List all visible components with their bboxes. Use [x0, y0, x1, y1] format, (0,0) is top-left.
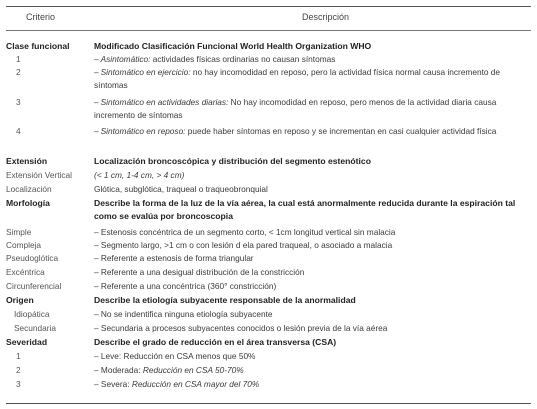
section-desc: Localización broncoscópica y distribución del segmento estenótico	[94, 156, 371, 166]
row-label: Localización	[6, 184, 52, 194]
section-desc: Describe el grado de reducción en el área transversa (CSA)	[94, 337, 337, 347]
row-desc: – Segmento largo, >1 cm o con lesión d ela pared traqueal, o asociado a malacia	[94, 240, 393, 250]
row-desc: – Sintomático en reposo: puede haber síntomas en reposo y se incrementan en casi cualquier actividad física	[94, 126, 497, 136]
row-label: Extensión Vertical	[6, 170, 72, 180]
row-desc: – Leve: Reducción en CSA menos que 50%	[94, 351, 256, 361]
section-label: Morfología	[6, 198, 50, 208]
row-desc: (< 1 cm, 1-4 cm, > 4 cm)	[94, 170, 185, 180]
row-desc: – Severa: Reducción en CSA mayor del 70%	[94, 379, 260, 389]
row-label: 3	[16, 97, 21, 107]
header-criterio: Criterio	[26, 12, 56, 22]
row-desc: – Referente a una desigual distribución de la constricción	[94, 267, 305, 277]
row-label: Compleja	[6, 240, 42, 250]
table-bottom-rule	[6, 403, 531, 404]
row-label: 1	[16, 54, 21, 64]
row-desc: – Moderada: Reducción en CSA 50-70%	[94, 365, 244, 375]
section-desc: Modificado Clasificación Funcional World Health Organization WHO	[94, 41, 372, 51]
row-label: Circunferencial	[6, 281, 62, 291]
row-label: 4	[16, 126, 21, 136]
section-desc: Describe la forma de la luz de la vía aérea, la cual está anormalmente reducida durante la espiración tal como se evalúa por broncoscopia	[94, 198, 516, 221]
section-label: Clase funcional	[6, 41, 70, 51]
row-label: Idiopática	[14, 309, 50, 319]
row-desc: – Asintomático: actividades físicas ordinarias no causan síntomas	[94, 54, 336, 64]
row-desc: – Referente a una concéntrica (360° constricción)	[94, 281, 277, 291]
row-desc: – Referente a estenosis de forma triangular	[94, 253, 254, 263]
row-desc: – Sintomático en actividades diarias: No hay incomodidad en reposo, pero menos de la actividad diaria causa incremento de síntomas	[94, 97, 497, 120]
section-label: Severidad	[6, 337, 48, 347]
row-label: 2	[16, 365, 21, 375]
row-label: Pseudoglótica	[6, 253, 59, 263]
table-top-rule	[6, 6, 531, 7]
section-label: Extensión	[6, 156, 48, 166]
row-label: Secundaria	[14, 323, 56, 333]
row-desc: – Secundaria a procesos subyacentes conocidos o lesión previa de la vía aérea	[94, 323, 388, 333]
row-label: Excéntrica	[6, 267, 45, 277]
row-desc: – Estenosis concéntrica de un segmento corto, < 1cm longitud vertical sin malacia	[94, 227, 396, 237]
row-desc: – No se indentifica ninguna etiología subyacente	[94, 309, 273, 319]
section-desc: Describe la etiología subyacente responsable de la anormalidad	[94, 295, 356, 305]
header-descripcion: Descripción	[302, 12, 350, 22]
row-label: 3	[16, 379, 21, 389]
row-label: 1	[16, 351, 21, 361]
row-label: Simple	[6, 227, 32, 237]
row-desc: Glótica, subglótica, traqueal o traqueobronquial	[94, 184, 268, 194]
row-label: 2	[16, 67, 21, 77]
row-desc: – Sintomático en ejercicio: no hay incomodidad en reposo, pero la actividad física normal causa incremento de síntomas	[94, 67, 501, 90]
section-label: Origen	[6, 295, 34, 305]
header-rule	[6, 30, 531, 31]
